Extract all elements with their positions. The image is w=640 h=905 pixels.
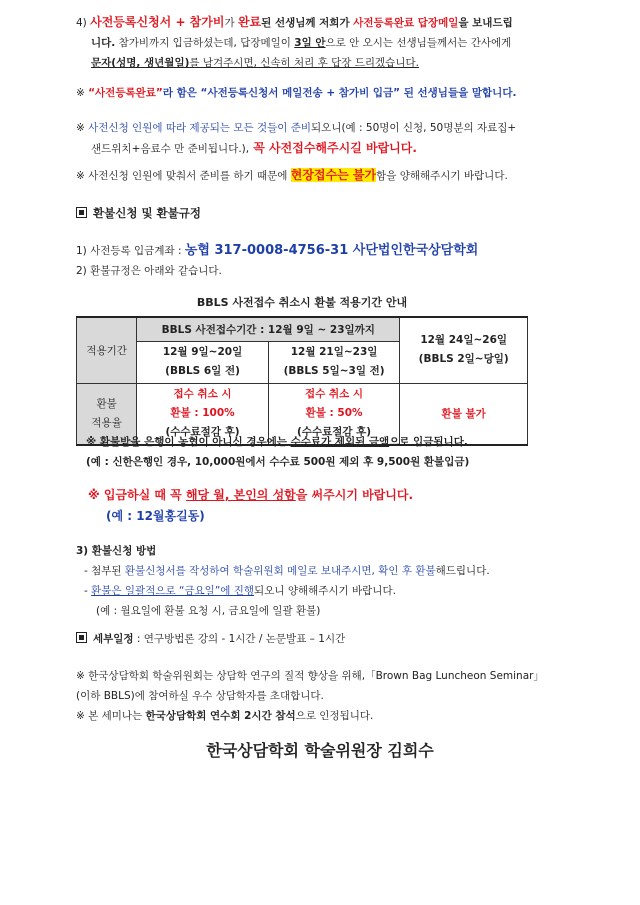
- refund-rate-3: 환불 불가: [400, 383, 528, 445]
- detail-schedule: 세부일정 : 연구방법론 강의 - 1시간 / 논문발표 – 1시간: [76, 629, 546, 649]
- completed-text: 완료: [237, 15, 262, 29]
- period-col-3: 12월 24일~26일 (BBLS 2일~당일): [400, 317, 528, 383]
- pre-registration-period-header: BBLS 사전접수기간 : 12월 9일 ~ 23일까지: [137, 317, 400, 341]
- reg-form-fee: 사전등록신청서 + 참가비: [90, 15, 225, 29]
- reply-mail-text: 사전등록완료 답장메일: [353, 17, 459, 29]
- note-no-onsite: ※ 사전신청 인원에 맞춰서 준비를 하기 때문에 현장접수는 불가함을 양해해주시기 바랍니다.: [76, 168, 508, 182]
- final-notes: ※ 한국상담학회 학술위원회는 상담학 연구의 질적 향상을 위해,「Brown Bag Luncheon Seminar」 (이하 BBLS)에 참여하실 우수 상담학자를 초대합니다. ※ 본 세미나는 한국상담학회 연수회 2시간 참석으로 인정됩니다.: [76, 670, 544, 722]
- square-bullet-icon: [76, 632, 87, 643]
- refund-method: 3) 환불신청 방법 - 첨부된 환불신청서를 작성하여 학술위원회 메일로 보내주시면, 확인 후 환불해드립니다. - 환불은 일괄적으로 “금요일”에 진행되오니 양해해주시기 바랍니다. (예 : 월요일에 환불 요청 시, 금요일에 일괄 환불): [76, 545, 490, 617]
- label-period: 적용기간: [77, 317, 137, 383]
- note-preparation: ※ 사전신청 인원에 따라 제공되는 모든 것들이 준비되오니(예 : 50명이 신청, 50명분의 자료집+ 샌드위치+음료수 만 준비됩니다.), 꼭 사전접수해주시길 바랍니다.: [76, 122, 517, 155]
- bank-account: 농협 317-0008-4756-31 사단법인한국상담학회: [184, 243, 479, 258]
- period-col-2: 12월 21일~23일 (BBLS 5일~3일 전): [268, 341, 400, 383]
- onsite-impossible-highlight: 현장접수는 불가: [290, 168, 377, 182]
- bank-fee-note: ※ 환불받을 은행이 농협이 아니신 경우에는 수수료가 제외된 금액으로 입금됩니다. (예 : 신한은행인 경우, 10,000원에서 수수료 500원 제외 후 9,500원 환불입금): [86, 436, 470, 468]
- refund-rules-intro: 2) 환불규정은 아래와 같습니다.: [76, 265, 222, 277]
- label-refund-rate: 환불 적용율: [77, 383, 137, 445]
- deposit-name-note: ※ 입금하실 때 꼭 해당 월, 본인의 성함을 써주시기 바랍니다. (예 : 12월홍길동): [88, 488, 414, 523]
- refund-rate-1: 접수 취소 시 환불 : 100% (수수료절감 후): [137, 383, 269, 445]
- refund-table: [76, 316, 528, 446]
- signature: 한국상담학회 학술위원장 김희수: [206, 741, 434, 760]
- refund-account: 1) 사전등록 입금계좌 : 농협 317-0008-4756-31 사단법인한국상담학회: [76, 243, 479, 258]
- square-bullet-icon: [76, 207, 87, 218]
- refund-rate-2: 접수 취소 시 환불 : 50% (수수료절감 후): [268, 383, 400, 445]
- table-title: BBLS 사전접수 취소시 환불 적용기간 안내: [196, 296, 408, 309]
- item-4: 4) 사전등록신청서 + 참가비가 완료된 선생님께 저희가 사전등록완료 답장메일을 보내드립 니다. 참가비까지 입금하셨는데, 답장메일이 3일 안으로 안 오시는 선생님들께서는 간사에게 문자(성명, 생년월일)를 남겨주시면, 신속히 처리 후 답장 드리겠습니다.: [76, 15, 513, 69]
- section-refund-heading: 환불신청 및 환불규정: [76, 203, 546, 223]
- period-col-1: 12월 9일~20일 (BBLS 6일 전): [137, 341, 269, 383]
- note-pre-registration-definition: ※ “사전등록완료”라 함은 “사전등록신청서 메일전송 + 참가비 입금” 된 선생님들을 말합니다.: [76, 87, 517, 99]
